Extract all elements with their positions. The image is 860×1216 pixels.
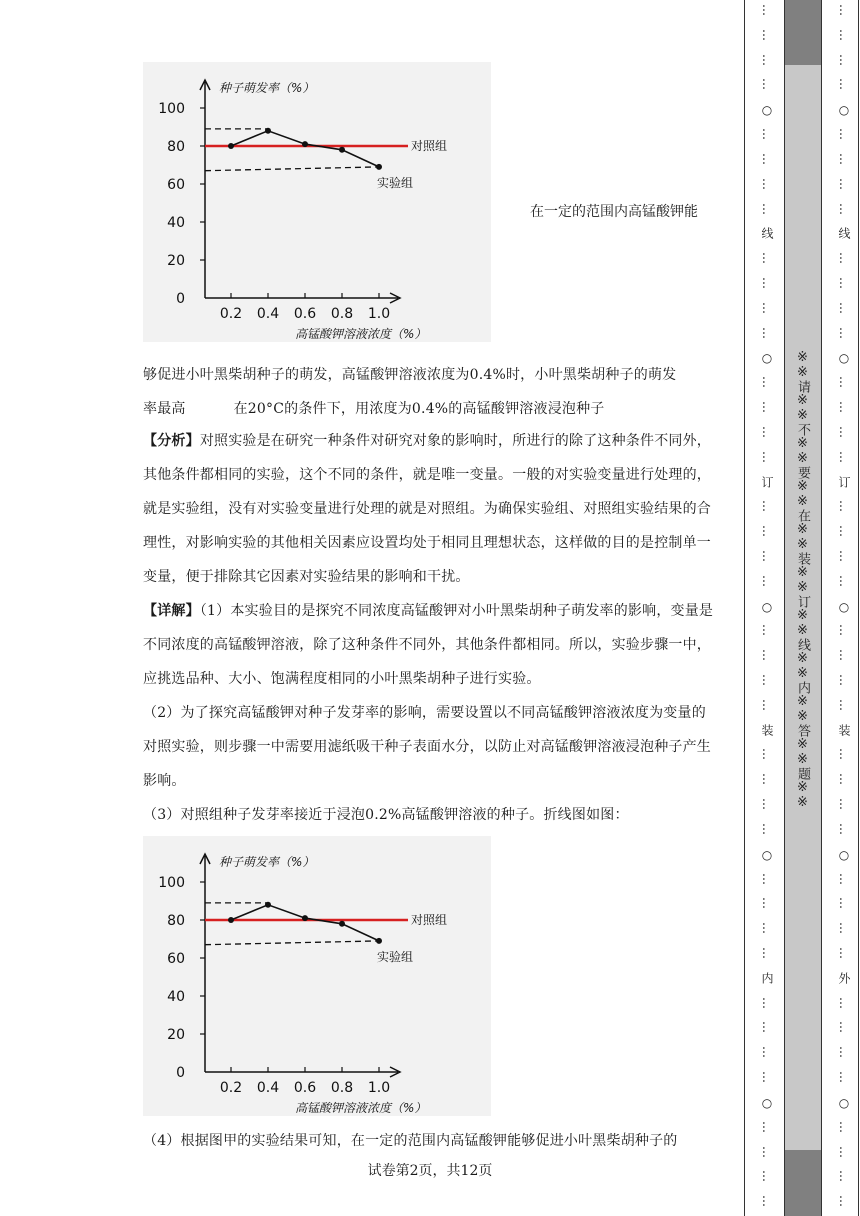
- paragraph-detail-2: （2）为了探究高锰酸钾对种子发芽率的影响，需要设置以不同高锰酸钾溶液浓度为变量的对照实验，则步骤一中需要用滤纸吸干种子表面水分，以防止对高锰酸钾溶液浸泡种子产生影响。: [143, 705, 711, 789]
- binding-char: 订: [837, 475, 851, 488]
- line-chart-svg: [143, 836, 491, 1116]
- binding-dots: …: [760, 574, 774, 587]
- lower-dashed-line: [205, 941, 379, 945]
- binding-dots: …: [837, 947, 851, 960]
- y-tick-label: 0: [176, 291, 185, 307]
- binding-dots: …: [837, 897, 851, 910]
- germination-chart-1: [143, 62, 491, 342]
- legend-label-experiment: 实验组: [377, 175, 414, 190]
- binding-dots: …: [837, 28, 851, 41]
- data-point: [228, 143, 234, 149]
- data-point: [376, 938, 382, 944]
- binding-dots: …: [837, 78, 851, 91]
- binding-dots: …: [760, 897, 774, 910]
- paragraph-detail-1: [143, 594, 717, 696]
- binding-dots: …: [760, 624, 774, 637]
- binding-dots: …: [760, 28, 774, 41]
- binding-circle: ○: [837, 847, 851, 862]
- binding-dots: …: [760, 773, 774, 786]
- strip-dark-top: [785, 0, 821, 65]
- binding-circle: ○: [760, 847, 774, 862]
- conclusion-line-1: 够促进小叶黑柴胡种子的萌发，高锰酸钾溶液浓度为0.4%时，小叶黑柴胡种子的萌发: [143, 367, 677, 383]
- binding-dots: …: [837, 202, 851, 215]
- series-line-experiment: [231, 905, 379, 941]
- binding-dots: …: [837, 922, 851, 935]
- binding-line-outer: [834, 0, 854, 1216]
- binding-char: 内: [760, 971, 774, 984]
- y-tick-label: 100: [158, 101, 185, 117]
- paragraph-detail-3: （3）对照组种子发芽率接近于浸泡0.2%高锰酸钾溶液的种子。折线图如图：: [143, 807, 629, 823]
- binding-dots: …: [837, 252, 851, 265]
- series-line-experiment: [231, 131, 379, 167]
- y-tick-label: 80: [167, 913, 185, 929]
- answer-highest: 率最高: [143, 401, 186, 417]
- binding-dots: …: [837, 152, 851, 165]
- binding-dots: …: [760, 301, 774, 314]
- binding-line-inner: [757, 0, 777, 1216]
- y-tick-label: 100: [158, 875, 185, 891]
- paragraph-conclusion: [143, 358, 717, 426]
- binding-dots: …: [760, 1195, 774, 1208]
- binding-char: 线: [837, 227, 851, 240]
- binding-char: 线: [760, 227, 774, 240]
- legend-label-experiment: 实验组: [377, 949, 414, 964]
- binding-dots: …: [760, 276, 774, 289]
- margin-border-right: [858, 0, 859, 1216]
- paragraph-analysis: [143, 424, 717, 594]
- data-point: [339, 921, 345, 927]
- binding-dots: …: [760, 549, 774, 562]
- binding-char: 外: [837, 971, 851, 984]
- binding-dots: …: [837, 649, 851, 662]
- text-right-of-chart: 在一定的范围内高锰酸钾能: [530, 204, 698, 220]
- binding-circle: ○: [760, 351, 774, 366]
- binding-dots: …: [837, 276, 851, 289]
- y-tick-label: 60: [167, 951, 185, 967]
- binding-dots: …: [760, 4, 774, 16]
- binding-dots: …: [837, 549, 851, 562]
- binding-dots: …: [760, 872, 774, 885]
- binding-dots: …: [760, 525, 774, 538]
- binding-dots: …: [760, 78, 774, 91]
- x-tick-label: 0.8: [330, 306, 354, 322]
- x-tick-label: 0.4: [256, 1080, 280, 1096]
- data-point: [302, 141, 308, 147]
- binding-dots: …: [837, 450, 851, 463]
- binding-dots: …: [837, 674, 851, 687]
- binding-dots: …: [760, 500, 774, 513]
- binding-dots: …: [760, 822, 774, 835]
- binding-dots: …: [837, 326, 851, 339]
- binding-dots: …: [837, 574, 851, 587]
- x-tick-label: 0.8: [330, 1080, 354, 1096]
- binding-dots: …: [760, 252, 774, 265]
- binding-dots: …: [837, 773, 851, 786]
- binding-dots: …: [760, 674, 774, 687]
- binding-circle: ○: [760, 599, 774, 614]
- legend-label-control: 对照组: [411, 913, 448, 927]
- binding-dots: …: [760, 1120, 774, 1133]
- strip-dark-bottom: [785, 1150, 821, 1216]
- binding-dots: …: [837, 1170, 851, 1183]
- binding-dots: …: [760, 376, 774, 389]
- y-tick-label: 40: [167, 989, 185, 1005]
- binding-dots: …: [837, 872, 851, 885]
- binding-dots: …: [760, 177, 774, 190]
- x-axis-title: 高锰酸钾溶液浓度（%）: [295, 1101, 427, 1115]
- margin-border-left: [744, 0, 745, 1216]
- binding-char: 装: [837, 723, 851, 736]
- data-point: [376, 164, 382, 170]
- binding-dots: …: [760, 996, 774, 1009]
- binding-dots: …: [837, 1046, 851, 1059]
- binding-dots: …: [760, 798, 774, 811]
- binding-dots: …: [760, 748, 774, 761]
- data-point: [339, 147, 345, 153]
- binding-dots: …: [837, 401, 851, 414]
- x-tick-label: 0.4: [256, 306, 280, 322]
- binding-circle: ○: [760, 103, 774, 118]
- paragraph-detail-4: （4）根据图甲的实验结果可知，在一定的范围内高锰酸钾能够促进小叶黑柴胡种子的: [143, 1133, 678, 1149]
- y-tick-label: 20: [167, 1027, 185, 1043]
- binding-dots: …: [760, 1145, 774, 1158]
- data-point: [302, 915, 308, 921]
- y-tick-label: 80: [167, 139, 185, 155]
- analysis-text: 对照实验是在研究一种条件对研究对象的影响时，所进行的除了这种条件不同外，其他条件都相同的实验，这个不同的条件，就是唯一变量。一般的对实验变量进行处理的，就是实验组，没有对实验变量进行处理的就是对照组。为确保实验组、对照组实验结果的合理性，对影响实验的其他相关因素应设置均处于相同且理想状态，这样做的目的是控制单一变量，便于排除其它因素对实验结果的影响和干扰。: [143, 433, 712, 585]
- binding-dots: …: [837, 525, 851, 538]
- conclusion-line-2: [143, 392, 717, 426]
- binding-dots: …: [760, 698, 774, 711]
- y-tick-label: 0: [176, 1065, 185, 1081]
- line-chart-svg: [143, 62, 491, 342]
- x-tick-label: 0.6: [293, 1080, 317, 1096]
- detail-1-text: （1）本实验目的是探究不同浓度高锰酸钾对小叶黑柴胡种子萌发率的影响，变量是不同浓度的高锰酸钾溶液，除了这种条件不同外，其他条件都相同。所以，实验步骤一中，应挑选品种、大小、饱满程度相同的小叶黑柴胡种子进行实验。: [143, 603, 714, 687]
- binding-dots: …: [837, 748, 851, 761]
- binding-dots: …: [837, 996, 851, 1009]
- binding-dots: …: [760, 450, 774, 463]
- binding-dots: …: [760, 1071, 774, 1084]
- binding-circle: ○: [837, 351, 851, 366]
- binding-dots: …: [837, 4, 851, 16]
- x-tick-label: 1.0: [367, 306, 391, 322]
- binding-dots: …: [760, 1021, 774, 1034]
- binding-dots: …: [837, 1195, 851, 1208]
- binding-dots: …: [837, 624, 851, 637]
- binding-dots: …: [837, 1071, 851, 1084]
- binding-dots: …: [837, 376, 851, 389]
- binding-dots: …: [760, 922, 774, 935]
- y-tick-label: 20: [167, 253, 185, 269]
- binding-dots: …: [837, 798, 851, 811]
- y-axis-title: 种子萌发率（%）: [219, 855, 315, 869]
- binding-dots: …: [837, 177, 851, 190]
- binding-dots: …: [837, 1120, 851, 1133]
- binding-circle: ○: [760, 1095, 774, 1110]
- binding-dots: …: [760, 1046, 774, 1059]
- binding-dots: …: [760, 152, 774, 165]
- y-tick-label: 40: [167, 215, 185, 231]
- x-tick-label: 0.2: [219, 1080, 243, 1096]
- binding-circle: ○: [837, 599, 851, 614]
- analysis-tag: 【分析】: [143, 433, 200, 449]
- y-tick-label: 60: [167, 177, 185, 193]
- x-tick-label: 0.2: [219, 306, 243, 322]
- x-tick-label: 1.0: [367, 1080, 391, 1096]
- binding-dots: …: [837, 425, 851, 438]
- no-answer-warning: ※※请※※不※※要※※在※※装※※订※※线※※内※※答※※题※※: [795, 350, 810, 810]
- binding-char: 订: [760, 475, 774, 488]
- detail-tag: 【详解】: [143, 603, 200, 619]
- binding-dots: …: [760, 1170, 774, 1183]
- binding-dots: …: [837, 53, 851, 66]
- y-axis-title: 种子萌发率（%）: [219, 81, 315, 95]
- binding-dots: …: [837, 1145, 851, 1158]
- data-point: [228, 917, 234, 923]
- binding-dots: …: [837, 1021, 851, 1034]
- binding-dots: …: [837, 822, 851, 835]
- binding-dots: …: [760, 649, 774, 662]
- binding-dots: …: [760, 202, 774, 215]
- answer-method: 在20°C的条件下，用浓度为0.4%的高锰酸钾溶液浸泡种子: [233, 401, 605, 417]
- binding-dots: …: [760, 53, 774, 66]
- binding-char: 装: [760, 723, 774, 736]
- x-axis-title: 高锰酸钾溶液浓度（%）: [295, 327, 427, 341]
- binding-dots: …: [760, 326, 774, 339]
- binding-dots: …: [760, 128, 774, 141]
- data-point: [265, 902, 271, 908]
- lower-dashed-line: [205, 167, 379, 171]
- page-footer: 试卷第2页，共12页: [367, 1163, 493, 1179]
- data-point: [265, 128, 271, 134]
- binding-dots: …: [837, 128, 851, 141]
- x-tick-label: 0.6: [293, 306, 317, 322]
- germination-chart-2: [143, 836, 491, 1116]
- legend-label-control: 对照组: [411, 139, 448, 153]
- binding-dots: …: [837, 500, 851, 513]
- binding-dots: …: [837, 301, 851, 314]
- binding-dots: …: [760, 947, 774, 960]
- binding-circle: ○: [837, 103, 851, 118]
- binding-dots: …: [837, 698, 851, 711]
- binding-dots: …: [760, 401, 774, 414]
- binding-dots: …: [760, 425, 774, 438]
- binding-circle: ○: [837, 1095, 851, 1110]
